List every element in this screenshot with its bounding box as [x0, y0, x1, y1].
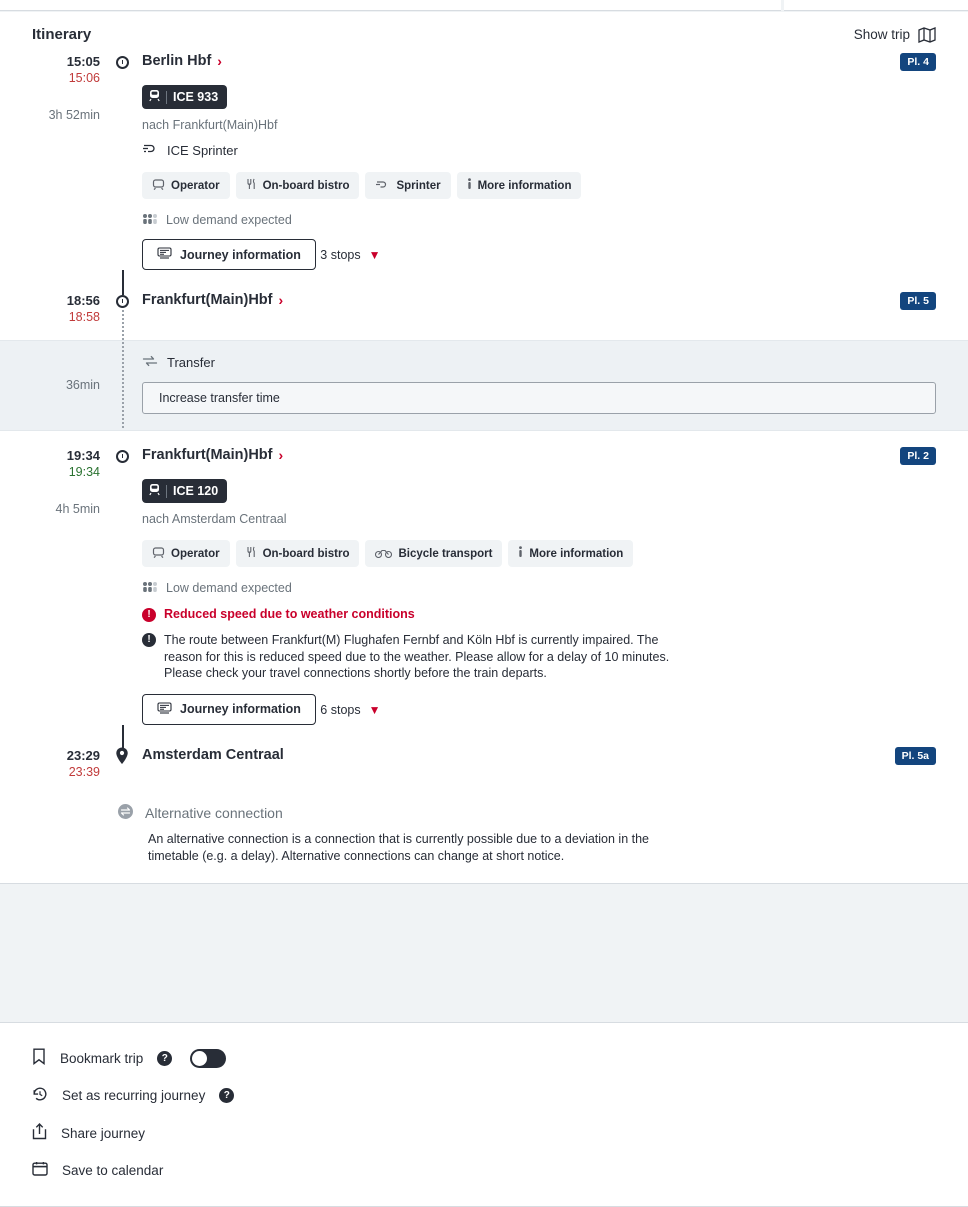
disruption-detail-text: The route between Frankfurt(M) Flughafen Fernbf and Köln Hbf is currently impaired. The reason for this is reduced speed due to the weather. Please allow for a delay of 10 minutes. Please check your travel connections shortly before the train departs. [164, 633, 670, 680]
journey-information-button[interactable] [142, 694, 316, 725]
departure-time-planned: 15:05 [66, 54, 100, 69]
sprinter-icon [375, 179, 390, 193]
leg-1-content [136, 53, 968, 270]
stops-label: 6 stops [320, 702, 361, 717]
bicycle-icon [375, 547, 392, 561]
show-trip-label: Show trip [853, 27, 910, 42]
departure-time-planned: 19:34 [66, 448, 100, 463]
train-destination: nach Amsterdam Centraal [142, 512, 287, 526]
departure-time-actual: 19:34 [68, 465, 100, 479]
trip-actions [0, 1022, 968, 1207]
show-trip-button[interactable] [854, 27, 936, 43]
journey-info-label: Journey information [180, 702, 301, 716]
platform-badge: Pl. 5a [895, 747, 936, 765]
platform-badge: Pl. 5 [900, 292, 936, 310]
itinerary-header [0, 12, 968, 53]
amenity-operator[interactable] [142, 172, 230, 199]
action-share-journey[interactable] [0, 1114, 968, 1152]
info-icon [467, 178, 472, 193]
action-label: Share journey [61, 1125, 146, 1141]
final-arrival-content [136, 747, 968, 765]
rail-line-transfer [122, 310, 124, 428]
station-name: Frankfurt(Main)Hbf [142, 292, 273, 308]
demand-indicator [142, 581, 936, 595]
amenity-label: More information [529, 547, 624, 560]
action-set-recurring-journey[interactable] [0, 1077, 968, 1114]
final-arrival [0, 747, 968, 781]
transfer-label: Transfer [167, 355, 215, 370]
amenity-more-information[interactable] [457, 172, 582, 199]
alternative-title: Alternative connection [145, 804, 283, 821]
alert-icon: ! [142, 608, 156, 622]
cutlery-icon [246, 178, 257, 193]
disruption-headline [142, 607, 936, 622]
amenity-label: On-board bistro [262, 547, 350, 560]
transfer-duration-col [0, 355, 110, 394]
leg-1-times [0, 53, 110, 124]
journey-info-icon [157, 702, 172, 717]
leg-1 [0, 53, 968, 270]
cutlery-icon [246, 546, 257, 561]
calendar-icon [32, 1161, 48, 1179]
transfer-icon [142, 355, 158, 370]
occupancy-icon [142, 213, 158, 227]
itinerary-panel [0, 12, 968, 884]
arrival-time-planned: 23:29 [66, 747, 100, 763]
bookmark-icon [32, 1048, 46, 1068]
stops-label: 3 stops [320, 248, 361, 262]
amenity-bistro[interactable] [236, 540, 360, 567]
increase-transfer-time-button[interactable]: Increase transfer time [142, 382, 936, 414]
stop-dot-icon [116, 56, 129, 69]
chevron-down-icon: ▼ [368, 248, 381, 262]
alternative-connection-section [0, 781, 968, 883]
disruption-detail [142, 632, 672, 682]
disruption-headline-label: Reduced speed due to weather conditions [164, 607, 415, 621]
train-number: ICE 120 [173, 484, 219, 498]
amenity-sprinter[interactable] [365, 172, 450, 199]
amenity-more-information[interactable] [508, 540, 633, 567]
stops-toggle[interactable] [320, 703, 380, 717]
journey-information-button[interactable] [142, 239, 316, 270]
occupancy-icon [142, 581, 158, 595]
intermediate-arrival [0, 292, 968, 326]
arrival-time-actual: 23:39 [68, 764, 100, 779]
info-icon: ! [142, 633, 156, 647]
chevron-down-icon: ▼ [368, 702, 381, 717]
chevron-right-icon: › [278, 292, 284, 308]
train-icon [149, 483, 160, 499]
action-label: Save to calendar [62, 1162, 164, 1178]
amenity-label: Sprinter [396, 179, 441, 192]
train-badge[interactable] [142, 85, 227, 109]
intermediate-arrival-content [136, 292, 968, 310]
train-number: ICE 933 [173, 90, 219, 104]
station-name: Frankfurt(Main)Hbf [142, 447, 273, 463]
departure-station[interactable] [142, 53, 222, 69]
info-icon [518, 546, 523, 561]
train-badge[interactable] [142, 479, 227, 503]
departure-station[interactable] [142, 447, 283, 463]
stop-dot-icon [116, 295, 129, 308]
platform-badge: Pl. 4 [900, 53, 936, 71]
alternative-description: An alternative connection is a connection that is currently possible due to a deviation in the timetable (e.g. a delay). Alternative connections can change at short notice. [148, 831, 650, 863]
amenity-operator[interactable] [142, 540, 230, 567]
final-arrival-times [0, 747, 110, 781]
amenity-label: Operator [171, 179, 220, 192]
action-save-to-calendar[interactable] [0, 1152, 968, 1188]
leg-2 [0, 447, 968, 725]
amenity-label: More information [477, 179, 572, 192]
leg-duration: 3h 52min [48, 108, 100, 122]
journey-info-label: Journey information [180, 247, 301, 262]
amenity-label: Bicycle transport [398, 547, 493, 560]
demand-label: Low demand expected [166, 581, 292, 595]
top-strip-left [0, 0, 781, 11]
platform-badge: Pl. 2 [900, 447, 936, 465]
product-line [142, 142, 936, 158]
rail-line [122, 270, 124, 295]
map-icon [918, 27, 936, 43]
demand-indicator [142, 213, 936, 227]
train-icon [149, 89, 160, 105]
sprinter-icon [142, 142, 158, 158]
destination-pin-icon [115, 747, 129, 770]
top-strip-right [784, 0, 968, 11]
share-icon [32, 1123, 47, 1143]
arrival-times [0, 292, 110, 326]
arrival-station[interactable] [142, 292, 283, 308]
transfer-content [136, 355, 968, 414]
station-name: Berlin Hbf [142, 53, 212, 69]
top-strip [0, 0, 968, 12]
leg-2-times [0, 447, 110, 518]
arrival-time-actual: 18:58 [68, 310, 100, 324]
alternative-connection-header [116, 803, 936, 823]
arrival-station [142, 747, 284, 763]
transfer-section [0, 340, 968, 431]
amenity-bicycle-transport[interactable] [365, 540, 502, 567]
station-name: Amsterdam Centraal [142, 746, 284, 763]
action-label: Set as recurring journey [62, 1088, 206, 1103]
product-label: ICE Sprinter [167, 142, 238, 158]
chevron-right-icon: › [217, 53, 222, 69]
amenities-list [142, 172, 936, 199]
demand-label: Low demand expected [166, 213, 292, 227]
amenity-label: Operator [171, 547, 220, 560]
page-title: Itinerary [32, 26, 92, 43]
amenities-list [142, 540, 936, 567]
stops-toggle[interactable] [320, 248, 380, 262]
stop-dot-icon [116, 450, 129, 463]
leg-2-content [136, 447, 968, 725]
help-icon[interactable]: ? [219, 1088, 234, 1103]
alternative-icon [116, 803, 135, 823]
amenity-label: On-board bistro [262, 179, 350, 192]
amenity-bistro[interactable] [236, 172, 360, 199]
arrival-time-planned: 18:56 [66, 293, 100, 308]
bookmark-toggle[interactable] [190, 1049, 226, 1068]
transfer-duration: 36min [65, 378, 100, 392]
train-icon [152, 179, 165, 193]
transfer-label-row [142, 355, 936, 370]
journey-info-icon [157, 247, 172, 262]
leg-duration: 4h 5min [55, 502, 100, 516]
action-bookmark-trip[interactable] [0, 1039, 968, 1077]
rail-line [122, 725, 124, 749]
train-icon [152, 547, 165, 561]
help-icon[interactable]: ? [157, 1051, 172, 1066]
recurring-icon [32, 1086, 48, 1105]
action-label: Bookmark trip [60, 1050, 144, 1066]
departure-time-actual: 15:06 [68, 71, 100, 85]
chevron-right-icon: › [278, 447, 284, 463]
train-destination: nach Frankfurt(Main)Hbf [142, 118, 278, 132]
